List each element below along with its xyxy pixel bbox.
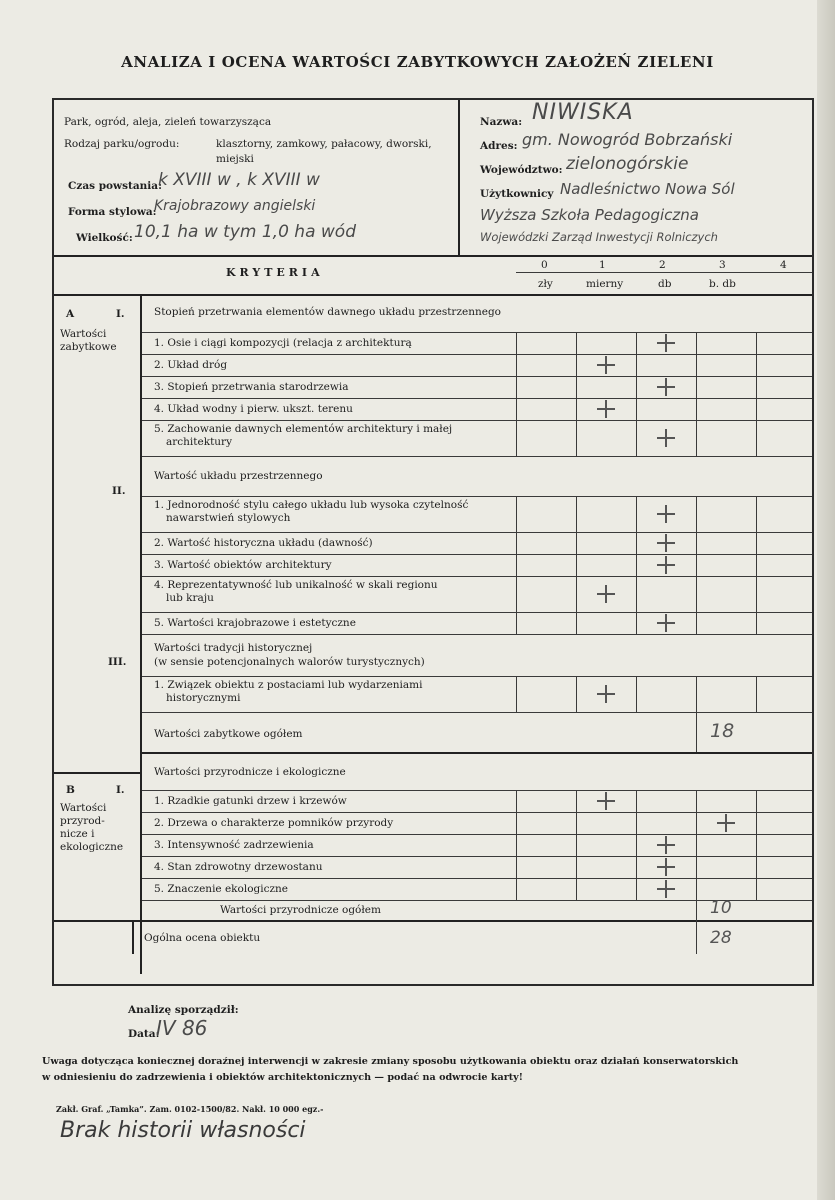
group-title-a2: Wartość układu przestrzennego — [154, 470, 323, 482]
plus-mark-icon — [597, 792, 615, 810]
grid-column-line — [576, 332, 577, 354]
grid-column-line — [636, 576, 637, 612]
grid-column-line — [696, 834, 697, 856]
wojewodztwo-label: Województwo: — [480, 164, 563, 176]
section-a-roman-2: II. — [112, 485, 126, 497]
grid-column-line — [636, 332, 637, 354]
col-3-num: 3 — [719, 259, 726, 271]
plus-mark-icon — [597, 685, 615, 703]
grid-column-line — [756, 878, 757, 900]
criterion-label: 5. Zachowanie dawnych elementów architektury i małej — [154, 423, 453, 435]
grid-column-line — [576, 354, 577, 376]
grid-rule — [142, 834, 812, 835]
data-value: IV 86 — [156, 1016, 208, 1040]
criterion-label: 2. Drzewa o charakterze pomników przyrody — [154, 816, 394, 829]
grid-column-line — [636, 676, 637, 712]
grid-column-line — [576, 878, 577, 900]
total-label-b: Wartości przyrodnicze ogółem — [220, 904, 381, 916]
grid-column-line — [696, 354, 697, 376]
plus-mark-icon — [657, 880, 675, 898]
criterion-label: 1. Jednorodność stylu całego układu lub wysoka czytelność — [154, 499, 469, 511]
group-title-b: Wartości przyrodnicze i ekologiczne — [154, 766, 346, 778]
group-title-a3-sub: (w sensie potencjonalnych walorów turystycznych) — [154, 656, 425, 668]
criterion-label: 2. Wartość historyczna układu (dawność) — [154, 536, 373, 549]
grid-column-line — [696, 676, 697, 712]
print-note: Zakł. Graf. „Tamka”. Zam. 0102-1500/82. Nakł. 10 000 egz.- — [56, 1104, 324, 1114]
section-a-letter: A — [66, 308, 75, 320]
grid-column-line — [576, 496, 577, 532]
grid-column-line — [756, 420, 757, 456]
plus-mark-icon — [657, 534, 675, 552]
plus-mark-icon — [657, 334, 675, 352]
total-value-b: 10 — [710, 898, 732, 918]
criterion-label: 1. Związek obiektu z postaciami lub wydarzeniami — [154, 679, 423, 691]
grid-column-line — [516, 332, 517, 354]
grid-column-line — [516, 554, 517, 576]
total-label-a: Wartości zabytkowe ogółem — [154, 728, 303, 740]
plus-mark-icon — [657, 858, 675, 876]
criterion-label: 5. Wartości krajobrazowe i estetyczne — [154, 616, 356, 629]
grid-column-line — [576, 376, 577, 398]
section-b-letter: B — [66, 784, 75, 796]
uzytkownicy-value-1: Nadleśnictwo Nowa Sól — [560, 180, 735, 198]
section-b-roman: I. — [116, 784, 125, 796]
grid-rule — [142, 576, 812, 577]
plus-mark-icon — [597, 400, 615, 418]
criterion-label: 3. Wartość obiektów architektury — [154, 558, 332, 571]
grid-column-line — [576, 612, 577, 634]
paper-edge — [817, 0, 835, 1200]
plus-mark-icon — [657, 836, 675, 854]
grid-rule — [142, 612, 812, 613]
criterion-label: 4. Reprezentatywność lub unikalność w skali regionu — [154, 579, 438, 591]
grid-column-line — [756, 676, 757, 712]
criterion-label: 3. Intensywność zadrzewienia — [154, 838, 314, 851]
col-1-desc: mierny — [586, 278, 624, 290]
criterion-label: 4. Układ wodny i pierw. ukszt. terenu — [154, 402, 353, 415]
grid-column-line — [516, 676, 517, 712]
grid-column-line — [756, 790, 757, 812]
criterion-label: 1. Osie i ciągi kompozycji (relacja z architekturą — [154, 336, 412, 349]
park-line: Park, ogród, aleja, zieleń towarzysząca — [64, 116, 272, 128]
criterion-label-cont: nawarstwień stylowych — [166, 512, 291, 524]
grid-rule — [142, 420, 812, 421]
grid-column-line — [636, 612, 637, 634]
criterion-label: 3. Stopień przetrwania starodrzewia — [154, 380, 349, 393]
grid-rule — [142, 354, 812, 355]
grid-column-line — [516, 576, 517, 612]
forma-value: Krajobrazowy angielski — [154, 198, 316, 214]
grid-rule — [142, 856, 812, 857]
grid-column-line — [516, 354, 517, 376]
grid-column-line — [636, 376, 637, 398]
wielkosc-value: 10,1 ha w tym 1,0 ha wód — [134, 222, 356, 242]
grid-column-line — [516, 612, 517, 634]
section-b-name-4: ekologiczne — [60, 841, 124, 853]
grid-rule — [142, 496, 812, 497]
grid-column-line — [636, 878, 637, 900]
rodzaj-options-2: miejski — [216, 153, 254, 165]
kryteria-heading: KRYTERIA — [226, 266, 324, 279]
grid-column-line — [576, 420, 577, 456]
grid-column-line — [516, 790, 517, 812]
czas-value: k XVIII w , k XVIII w — [158, 170, 320, 190]
grid-column-line — [756, 376, 757, 398]
grid-rule — [142, 712, 812, 713]
overall-divider — [696, 920, 697, 954]
grid-rule — [142, 332, 812, 333]
grid-column-line — [756, 554, 757, 576]
rodzaj-options: klasztorny, zamkowy, pałacowy, dworski, — [216, 138, 432, 150]
grid-column-line — [576, 790, 577, 812]
forma-label: Forma stylowa: — [68, 206, 157, 218]
grid-rule — [142, 676, 812, 677]
section-a-roman-3: III. — [108, 656, 127, 668]
grid-column-line — [756, 354, 757, 376]
handwritten-note: Brak historii własności — [60, 1118, 306, 1143]
grid-column-line — [576, 812, 577, 834]
uzytkownicy-value-3: Wojewódzki Zarząd Inwestycji Rolniczych — [480, 230, 718, 244]
col-0-num: 0 — [541, 259, 548, 271]
section-b-name-2: przyrod- — [60, 815, 105, 827]
overall-label: Ogólna ocena obiektu — [144, 932, 261, 944]
plus-mark-icon — [657, 378, 675, 396]
total-divider — [696, 712, 697, 752]
grid-column-line — [696, 398, 697, 420]
criterion-label-cont: lub kraju — [166, 592, 214, 604]
section-b-name-1: Wartości — [60, 802, 107, 814]
assessment-form — [52, 98, 814, 986]
grid-column-line — [516, 878, 517, 900]
kryteria-mid-rule — [516, 272, 812, 273]
wojewodztwo-value: zielonogórskie — [566, 154, 689, 174]
grid-column-line — [756, 834, 757, 856]
uwaga-line-2: w odniesieniu do zadrzewienia i obiektów architektonicznych — podać na odwrocie karty! — [42, 1072, 523, 1083]
col-4-num: 4 — [780, 259, 787, 271]
plus-mark-icon — [597, 585, 615, 603]
total-value-a: 18 — [710, 720, 735, 742]
grid-column-line — [756, 332, 757, 354]
grid-column-line — [696, 420, 697, 456]
grid-rule — [142, 878, 812, 879]
overall-divider — [132, 920, 134, 954]
nazwa-label: Nazwa: — [480, 116, 523, 128]
adres-label: Adres: — [480, 140, 518, 152]
grid-column-line — [636, 354, 637, 376]
grid-column-line — [696, 790, 697, 812]
col-3-desc: b. db — [709, 278, 736, 290]
grid-column-line — [636, 496, 637, 532]
grid-rule — [142, 634, 812, 635]
section-a-roman: I. — [116, 308, 125, 320]
grid-column-line — [576, 398, 577, 420]
uwaga-line-1: Uwaga dotycząca koniecznej doraźnej interwencji w zakresie zmiany sposobu użytkowania obiektu oraz działań konserwatorskich — [42, 1056, 739, 1067]
grid-column-line — [576, 834, 577, 856]
grid-column-line — [516, 812, 517, 834]
grid-column-line — [516, 532, 517, 554]
grid-column-line — [756, 496, 757, 532]
grid-column-line — [696, 856, 697, 878]
grid-column-line — [696, 554, 697, 576]
grid-column-line — [516, 376, 517, 398]
grid-column-line — [516, 856, 517, 878]
criterion-label: 1. Rzadkie gatunki drzew i krzewów — [154, 794, 347, 807]
plus-mark-icon — [717, 814, 735, 832]
section-a-name-2: zabytkowe — [60, 341, 117, 353]
grid-column-line — [636, 398, 637, 420]
czas-label: Czas powstania: — [68, 180, 162, 192]
criterion-label: 2. Układ dróg — [154, 358, 228, 371]
grid-column-line — [576, 576, 577, 612]
criterion-label-cont: historycznymi — [166, 692, 241, 704]
section-ab-rule — [54, 772, 142, 774]
grid-column-line — [696, 532, 697, 554]
col-1-num: 1 — [599, 259, 606, 271]
grid-column-line — [756, 612, 757, 634]
analize-label: Analizę sporządził: — [128, 1004, 239, 1016]
grid-column-line — [576, 676, 577, 712]
grid-column-line — [636, 420, 637, 456]
section-a-name-1: Wartości — [60, 328, 107, 340]
grid-column-line — [636, 532, 637, 554]
plus-mark-icon — [597, 356, 615, 374]
col-0-desc: zły — [538, 278, 553, 290]
grid-column-line — [636, 834, 637, 856]
uzytkownicy-label: Użytkownicy — [480, 188, 554, 200]
grid-column-line — [516, 420, 517, 456]
header-divider — [458, 100, 460, 257]
grid-column-line — [696, 376, 697, 398]
col-2-num: 2 — [659, 259, 666, 271]
section-b-name-3: nicze i — [60, 828, 95, 840]
grid-rule — [142, 398, 812, 399]
group-title-a3: Wartości tradycji historycznej — [154, 642, 313, 654]
grid-column-line — [636, 554, 637, 576]
uzytkownicy-value-2: Wyższa Szkoła Pedagogiczna — [480, 206, 699, 224]
grid-column-line — [756, 532, 757, 554]
grid-rule — [142, 456, 812, 457]
grid-column-line — [696, 332, 697, 354]
grid-column-line — [696, 812, 697, 834]
grid-column-line — [696, 576, 697, 612]
data-label: Data: — [128, 1028, 160, 1040]
grid-rule — [142, 790, 812, 791]
plus-mark-icon — [657, 614, 675, 632]
grid-column-line — [756, 576, 757, 612]
plus-mark-icon — [657, 556, 675, 574]
overall-value: 28 — [710, 928, 732, 948]
grid-column-line — [636, 812, 637, 834]
grid-column-line — [636, 790, 637, 812]
grid-rule — [142, 532, 812, 533]
wielkosc-label: Wielkość: — [76, 232, 133, 244]
grid-column-line — [576, 532, 577, 554]
grid-column-line — [696, 496, 697, 532]
grid-column-line — [576, 856, 577, 878]
rodzaj-label: Rodzaj parku/ogrodu: — [64, 138, 180, 150]
grid-column-line — [756, 856, 757, 878]
header-bottom-rule — [54, 255, 812, 257]
grid-column-line — [756, 398, 757, 420]
adres-value: gm. Nowogród Bobrzański — [522, 130, 733, 149]
grid-column-line — [696, 878, 697, 900]
grid-rule — [142, 554, 812, 555]
criterion-label-cont: architektury — [166, 436, 233, 448]
grid-column-line — [696, 612, 697, 634]
criteria-grid — [142, 296, 812, 984]
grid-column-line — [516, 834, 517, 856]
grid-column-line — [516, 496, 517, 532]
col-2-desc: db — [658, 278, 672, 290]
grid-column-line — [576, 554, 577, 576]
total-divider — [696, 900, 697, 920]
plus-mark-icon — [657, 429, 675, 447]
grid-rule — [142, 752, 812, 754]
grid-rule — [142, 812, 812, 813]
grid-column-line — [516, 398, 517, 420]
criterion-label: 5. Znaczenie ekologiczne — [154, 882, 289, 895]
plus-mark-icon — [657, 505, 675, 523]
grid-rule — [142, 376, 812, 377]
grid-rule — [54, 920, 812, 922]
nazwa-value: NIWISKA — [532, 100, 634, 125]
group-title-a1: Stopień przetrwania elementów dawnego układu przestrzennego — [154, 306, 501, 318]
grid-column-line — [756, 812, 757, 834]
grid-column-line — [636, 856, 637, 878]
criterion-label: 4. Stan zdrowotny drzewostanu — [154, 860, 323, 873]
form-title: ANALIZA I OCENA WARTOŚCI ZABYTKOWYCH ZAŁOŻEŃ ZIELENI — [121, 53, 714, 71]
